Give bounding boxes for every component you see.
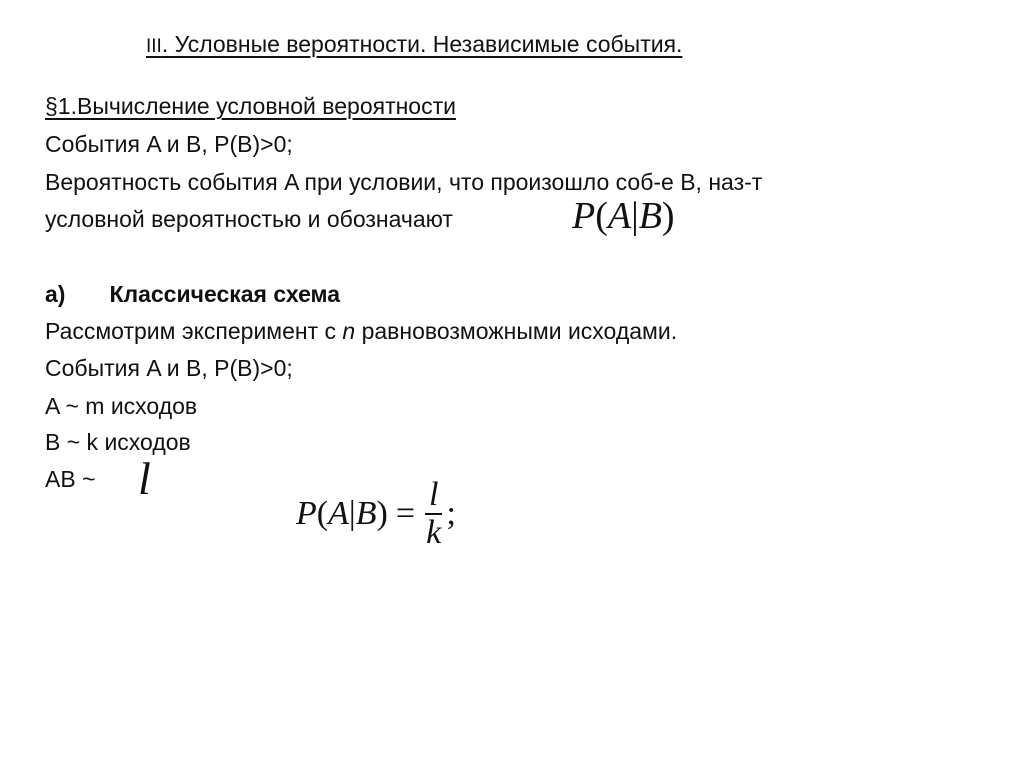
formula-b: B — [638, 195, 662, 237]
big-formula-b: B — [355, 495, 377, 532]
experiment-n: n — [342, 318, 356, 344]
formula-p: P — [572, 195, 596, 237]
big-formula-close: ) — [376, 495, 388, 532]
experiment-line — [45, 317, 677, 345]
subsection-label: а) — [45, 281, 66, 307]
a-outcomes-line: A ~ m исходов — [45, 393, 198, 419]
events-line: События A и B, P(B)>0; — [45, 131, 293, 157]
big-formula-a: A — [328, 495, 349, 532]
ab-outcomes-value: l — [138, 453, 151, 504]
fraction-numerator: l — [425, 477, 442, 515]
title-text: . Условные вероятности. Независимые события. — [161, 31, 683, 57]
subsection-title: Классическая схема — [109, 281, 341, 307]
definition-line-2: условной вероятностью и обозначают — [45, 206, 453, 232]
slide-title — [146, 30, 682, 61]
section-heading: §1.Вычисление условной вероятности — [45, 93, 456, 119]
experiment-post: равновозможными исходами. — [355, 318, 678, 344]
experiment-pre: Рассмотрим эксперимент с — [45, 318, 343, 344]
title-numeral: III — [146, 36, 162, 57]
fraction — [425, 477, 442, 551]
ab-outcomes-line: AB ~ — [45, 466, 96, 492]
conditional-probability-notation — [572, 192, 675, 240]
definition-line-1: Вероятность события A при условии, что произошло соб-е B, наз-т — [45, 169, 763, 195]
b-outcomes-line: B ~ k исходов — [45, 429, 191, 455]
big-formula-equals: = — [395, 495, 415, 532]
formula-close-paren: ) — [661, 195, 675, 237]
classical-scheme-heading — [45, 280, 340, 308]
formula-bar: | — [631, 195, 639, 237]
fraction-denominator: k — [426, 514, 442, 551]
big-formula-p: P — [296, 495, 317, 532]
formula-open-paren: ( — [595, 195, 608, 237]
classical-probability-formula — [296, 468, 456, 560]
big-formula-semicolon: ; — [446, 495, 456, 532]
formula-a: A — [607, 195, 632, 237]
classical-events-line: События A и B, P(B)>0; — [45, 355, 293, 381]
big-formula-open: ( — [316, 495, 329, 532]
big-formula-bar: | — [348, 495, 356, 532]
